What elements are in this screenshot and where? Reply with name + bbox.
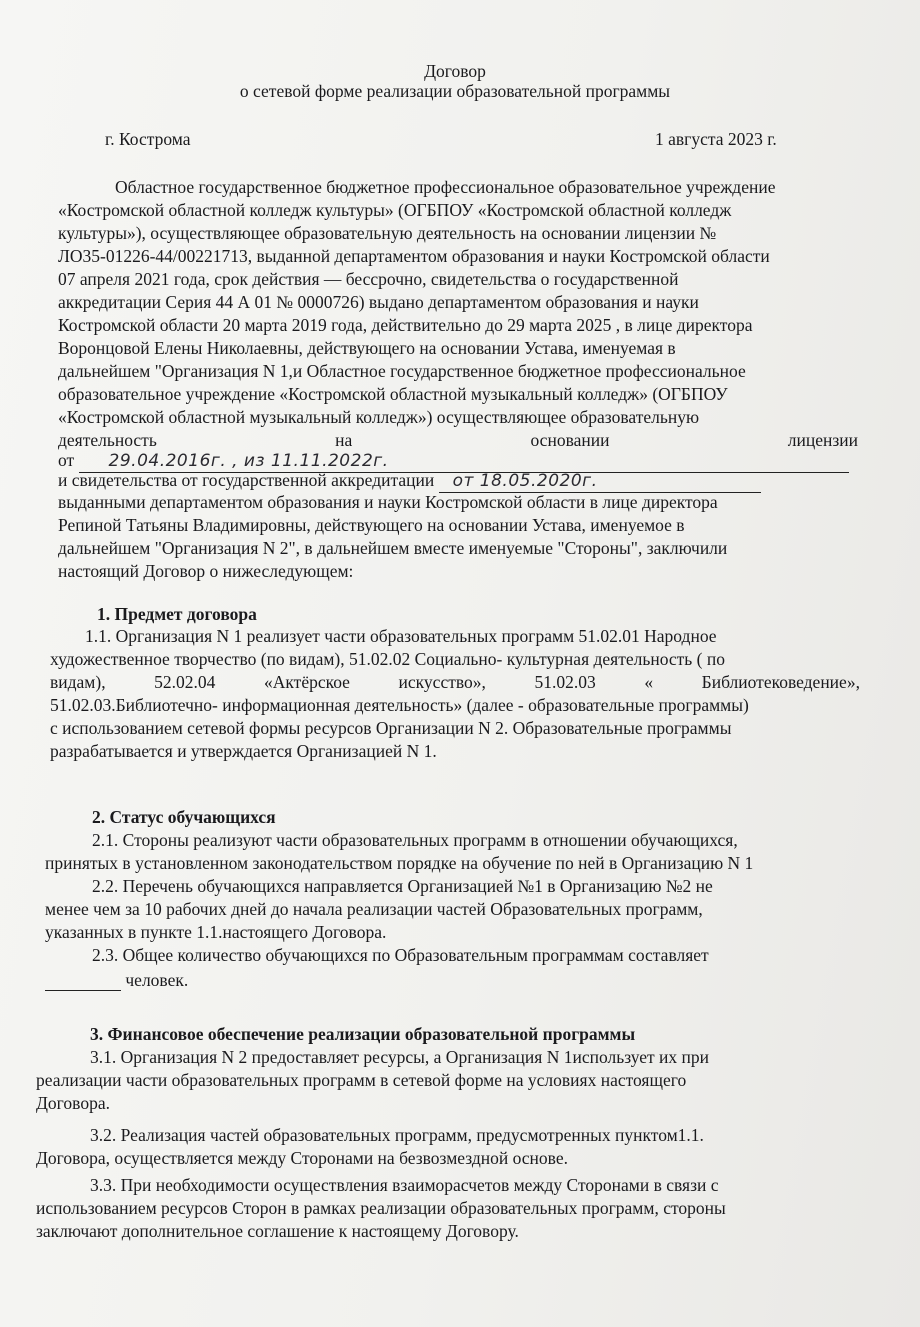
preamble-line (58, 429, 858, 451)
section-1-word: искусство», (398, 672, 486, 692)
preamble-word: основании (530, 430, 610, 450)
city: г. Кострома (105, 129, 191, 149)
section-1-heading: 1. Предмет договора (97, 604, 257, 624)
section-1-word: 52.02.04 (154, 672, 216, 692)
preamble-line: Костромской области 20 марта 2019 года, действительно до 29 марта 2025 , в лице директора (58, 315, 753, 335)
preamble-text: культуры»), осуществляющее образовательную деятельность на основании лицензии № (58, 223, 717, 243)
section-2-line: принятых в установленном законодательством порядке на обучение по ней в Организацию N 1 (45, 853, 754, 873)
section-2-heading: 2. Статус обучающихся (92, 807, 276, 827)
preamble-line: Воронцовой Елены Николаевны, действующего на основании Устава, именуемая в (58, 338, 676, 358)
preamble-line: аккредитации Серия 44 А 01 № 0000726) выдано департаментом образования и науки (58, 292, 699, 312)
section-1-line: разрабатывается и утверждается Организацией N 1. (50, 741, 437, 761)
preamble-line: дальнейшем "Организация N 2", в дальнейшем вместе именуемые "Стороны", заключили (58, 538, 728, 558)
section-2-line: 2.1. Стороны реализуют части образовательных программ в отношении обучающихся, (92, 830, 738, 850)
preamble-word: лицензии (787, 430, 858, 450)
section-3-line: заключают дополнительное соглашение к настоящему Договору. (36, 1221, 519, 1241)
preamble-line: настоящий Договор о нижеследующем: (58, 561, 354, 581)
student-count-line (45, 969, 188, 991)
section-3-line: реализации части образовательных программ в сетевой форме на условиях настоящего (36, 1070, 687, 1090)
contract-date: 1 августа 2023 г. (655, 129, 777, 149)
section-3-line: Договора, осуществляется между Сторонами на безвозмездной основе. (36, 1148, 568, 1168)
preamble-line (58, 222, 855, 244)
section-2-line: 2.3. Общее количество обучающихся по Образовательным программам составляет (92, 945, 709, 965)
section-1-word: 51.02.03 (534, 672, 596, 692)
section-1-word: Библиотековедение», (701, 672, 860, 692)
section-1-line: художественное творчество (по видам), 51.02.02 Социально- культурная деятельность ( по (50, 649, 725, 669)
section-2-line: 2.2. Перечень обучающихся направляется Организацией №1 в Организацию №2 не (92, 876, 713, 896)
preamble-word: на (335, 430, 353, 450)
preamble-line: выданными департаментом образования и науки Костромской области в лице директора (58, 492, 718, 512)
section-3-heading: 3. Финансовое обеспечение реализации образовательной программы (90, 1024, 636, 1044)
section-1-word: « (644, 672, 654, 692)
section-1-line: 51.02.03.Библиотечно- информационная деятельность» (далее - образовательные программы) (50, 695, 749, 715)
preamble-line: Областное государственное бюджетное профессиональное образовательное учреждение (115, 177, 776, 197)
handwritten-text: 29.04.2016г. , из 11.11.2022г. (108, 451, 389, 471)
handwritten-accreditation-date (439, 469, 761, 493)
document-title: Договор (424, 61, 486, 81)
preamble-line: дальнейшем "Организация N 1,и Областное государственное бюджетное профессиональное (58, 361, 746, 381)
section-1-word: видам), (50, 672, 106, 692)
section-1-word: «Актёрское (264, 672, 350, 692)
preamble-line: «Костромской областной музыкальный колледж») осуществляющее образовательную (58, 407, 700, 427)
preamble-line: Репиной Татьяны Владимировны, действующего на основании Устава, именуемое в (58, 515, 685, 535)
handwritten-text: от 18.05.2020г. (452, 471, 598, 491)
section-3-line: Договора. (36, 1093, 110, 1113)
section-1-line: с использованием сетевой формы ресурсов Организации N 2. Образовательные программы (50, 718, 732, 738)
preamble-text: и свидетельства от государственной аккредитации (58, 470, 435, 490)
section-1-line (50, 671, 860, 693)
preamble-word: деятельность (58, 430, 157, 450)
preamble-word: от (58, 450, 75, 470)
accreditation-line (58, 469, 761, 493)
section-1-line: 1.1. Организация N 1 реализует части образовательных программ 51.02.01 Народное (85, 626, 717, 646)
section-2-word: человек. (125, 970, 189, 990)
preamble-line: «Костромской областной колледж культуры» (ОГБПОУ «Костромской областной колледж (58, 200, 732, 220)
preamble-line: образовательное учреждение «Костромской областной музыкальный колледж» (ОГБПОУ (58, 384, 728, 404)
student-count-blank (45, 972, 121, 991)
section-3-line: 3.1. Организация N 2 предоставляет ресурсы, а Организация N 1использует их при (90, 1047, 710, 1067)
preamble-line: ЛО35-01226-44/00221713, выданной департаментом образования и науки Костромской области (58, 246, 770, 266)
section-2-line: указанных в пункте 1.1.настоящего Договора. (45, 922, 387, 942)
section-3-line: использованием ресурсов Сторон в рамках реализации образовательных программ, стороны (36, 1198, 726, 1218)
section-2-line: менее чем за 10 рабочих дней до начала реализации частей Образовательных программ, (45, 899, 703, 919)
section-3-line: 3.3. При необходимости осуществления взаиморасчетов между Сторонами в связи с (90, 1175, 719, 1195)
preamble-line: 07 апреля 2021 года, срок действия — бессрочно, свидетельства о государственной (58, 269, 679, 289)
document-subtitle: о сетевой форме реализации образовательной программы (239, 81, 671, 101)
section-3-line: 3.2. Реализация частей образовательных программ, предусмотренных пунктом1.1. (90, 1125, 704, 1145)
